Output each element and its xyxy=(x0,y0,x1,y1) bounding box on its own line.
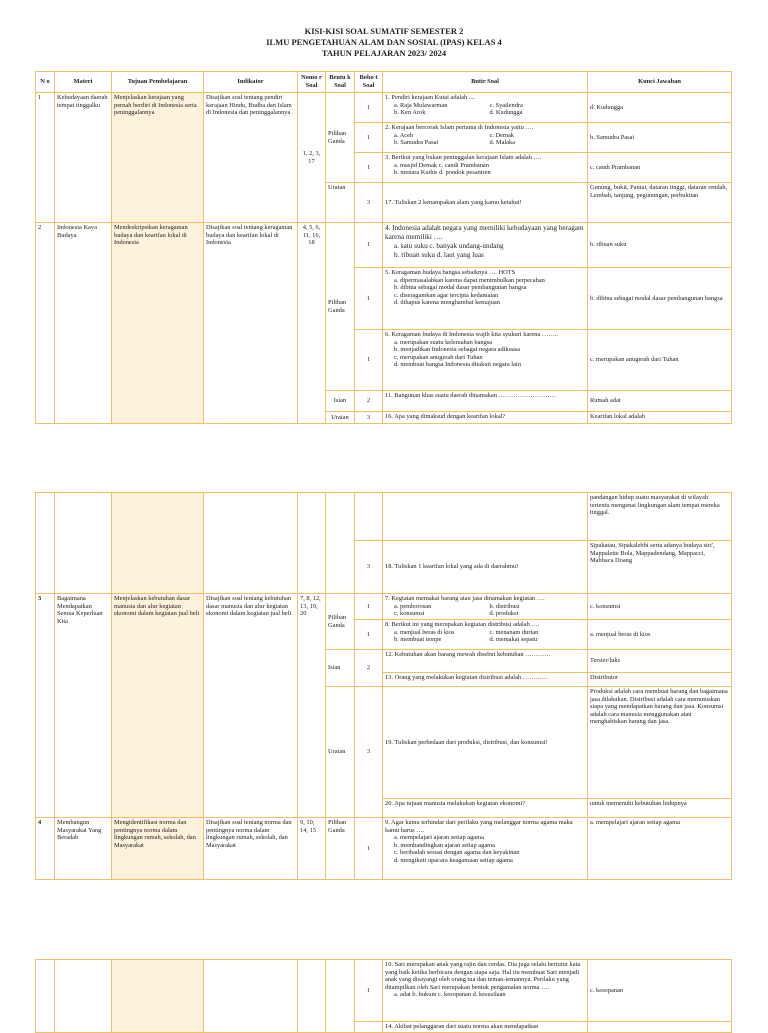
q8-opt-d: d. memakai sepatu xyxy=(489,636,538,644)
header-bentuk: Bentu k Soal xyxy=(326,72,355,93)
q1-opt-d: d. Kudungga xyxy=(489,109,523,117)
p2-q18-bobot: 3 xyxy=(355,541,383,594)
q10-text: 10. Sari merupakan anak yang rajin dan cerdas. Dia juga selalu bertutur kata yang baik ketika berbicara dengan siapa saja. Hal itu membuat Sari menjadi anak yang disayangi oleh orang tua dan teman-temannya. Perilaku yang ditampilkan oleh Sari merupakan bentuk pengamalan norma …. xyxy=(385,961,581,991)
q6-opt-c: c. merupakan anugerah dari Tuhan xyxy=(394,353,483,361)
header-tujuan: Tujuan Pembelajaran xyxy=(112,72,204,93)
q8-opt-c: c. menanam durian xyxy=(489,628,539,636)
kisi-kisi-table-page-2 xyxy=(35,492,732,880)
s1-bentuk-uraian: Uraian xyxy=(326,183,355,223)
s4-q9-key: a. mempelajari ajaran setiap agama xyxy=(588,818,732,880)
s2-q4-bobot: 1 xyxy=(355,223,383,268)
q8-opt-a: a. menjual beras di kios xyxy=(394,628,455,636)
s3-q20: 20. Apa tujuan manusia melakukan kegiatan ekonomi? xyxy=(383,799,588,818)
title-line-2: ILMU PENGETAHUAN ALAM DAN SOSIAL (IPAS) KELAS 4 xyxy=(266,37,502,47)
s2-indikator: Disajikan soal tentang keragaman budaya dan kearifan lokal di Indonesia xyxy=(204,223,298,424)
s3-nomor: 7, 8, 12, 13, 19, 20 xyxy=(298,594,326,818)
q5-opt-d: d. dihapus karena menghambat kemajuan xyxy=(394,299,500,307)
q5-opt-a: a. dipermasalahkan karena dapat menimbulkan perpecahan xyxy=(394,276,545,284)
q2-opt-c: c. Demak xyxy=(489,131,514,139)
s1-q1-bobot: 1 xyxy=(355,93,383,123)
q1-opt-c: c. Syailendra xyxy=(489,101,523,109)
s1-nomor: 1, 2, 3, 17 xyxy=(298,93,326,223)
q4-opt-bd: b. ribuan suku d. laut yang luas xyxy=(394,251,484,259)
s1-bentuk-pg: Pilihan Ganda xyxy=(326,93,355,183)
q1-opt-a: a. Raja Mulawarman xyxy=(394,101,448,109)
s4-materi: Membangun Masyarakat Yang Beradab xyxy=(55,818,112,880)
s2-q5-bobot: 1 xyxy=(355,268,383,330)
s1-q2 xyxy=(383,123,588,153)
kisi-kisi-table-page-1 xyxy=(35,71,732,424)
q1-opt-b: b. Ken Arok xyxy=(394,109,426,117)
p3-q14-partial: 14. Akibat pelanggaran dari suatu norma akan mendapatkan xyxy=(383,1022,588,1033)
s3-tujuan: Menjelaskan kebutuhan dasar manusia dan alur kegiatan ekonomi dalam kegiatan jual beli xyxy=(112,594,204,818)
s3-q7 xyxy=(383,594,588,620)
s2-q4-key: b. ribuan suku xyxy=(588,223,732,268)
s1-q3 xyxy=(383,153,588,183)
s3-materi: Bagaimana Mendapatkan Semua Keperluan Kita xyxy=(55,594,112,818)
q7-opt-b: b. distribusi xyxy=(489,602,520,610)
s1-q2-bobot: 1 xyxy=(355,123,383,153)
q6-text: 6. Keragaman budaya di Indonesia wajib kita syukuri karena …….. xyxy=(385,331,558,338)
s2-q5-key: b. dibina sebagai modal dasar pembangunan bangsa xyxy=(588,268,732,330)
s3-q12: 12. Kebutuhan akan barang mewah disebut kebutuhan ………… xyxy=(383,650,588,673)
q8-text: 8. Berikut ini yang merupakan kegiatan distribusi adalah …. xyxy=(385,621,540,628)
q7-opt-c: c. konsumsi xyxy=(394,610,425,618)
q2-text: 2. Kerajaan bercorak Islam pertama di Indonesia yaitu …. xyxy=(385,124,534,131)
s2-nomor: 4, 5, 6, 11, 16, 18 xyxy=(298,223,326,424)
s2-q11: 11. Bangunan khas suatu daerah dinamakan ……………………… xyxy=(383,391,588,412)
q10-opts: a. adat b. hukum c. kesopanan d. kesusilaan xyxy=(394,991,506,999)
s2-materi: Indonesia Kaya Budaya xyxy=(55,223,112,424)
s1-q2-key: b. Samudra Pasai xyxy=(588,123,732,153)
s2-bentuk-isian: Isian xyxy=(326,391,355,412)
s3-q13: 13. Orang yang melakukan kegiatan distribusi adalah ………… xyxy=(383,673,588,687)
s3-indikator: Disajikan soal tentang kebutuhan dasar manusia dan alur kegiatan ekonomi dalam kegiatan jual beli xyxy=(204,594,298,818)
s1-q17-bobot: 3 xyxy=(355,183,383,223)
header-materi: Materi xyxy=(55,72,112,93)
q2-opt-b: b. Samudra Pasai xyxy=(394,139,439,147)
s2-tujuan: Mendeskripsikan keragaman budaya dan kearifan lokal di Indonesia xyxy=(112,223,204,424)
header-indikator: Indikator xyxy=(204,72,298,93)
p3-q10-bobot: 1 xyxy=(355,960,383,1022)
s3-bentuk-uraian: Uraian xyxy=(326,687,355,818)
s3-q13-key: Distributor xyxy=(588,673,732,687)
p3-q10 xyxy=(383,960,588,1022)
s4-nomor: 9, 10, 14, 15 xyxy=(298,818,326,880)
s1-q17: 17. Tuliskan 2 kenampakan alam yang kamu ketahui! xyxy=(383,183,588,223)
s2-q11-key: Rumah adat xyxy=(588,391,732,412)
s4-bentuk-pg: Pilihan Ganda xyxy=(326,818,355,880)
header-no: N o xyxy=(36,72,55,93)
title-line-1: KISI-KISI SOAL SUMATIF SEMESTER 2 xyxy=(304,26,464,36)
q5-text: 5. Keragaman budaya bangsa sebaiknya …. HOTS xyxy=(385,269,516,276)
q4-opt-ac: a. satu suku c. banyak undang-undang xyxy=(394,242,504,250)
kisi-kisi-table-page-3 xyxy=(35,959,732,1033)
s4-no: 4 xyxy=(36,818,55,880)
s3-q19-key: Produksi adalah cara membuat barang dan bagaimana jasa dilakukan. Distribusi adalah cara memutuskan siapa yang mendapatkan barang dan jasa. Konsumsi adalah cara manusia menggunakan atau menghabiskan barang dan jasa. xyxy=(588,687,732,799)
s1-no: 1 xyxy=(36,93,55,223)
s3-q7-key: c. konsumsi xyxy=(588,594,732,620)
q1-text: 1. Pendiri kerajaan Kutai adalah .... xyxy=(385,94,476,101)
s3-q8-bobot: 1 xyxy=(355,620,383,650)
doc-title xyxy=(0,26,768,59)
s1-q1 xyxy=(383,93,588,123)
q9-opt-b: b. membandingkan ajaran setiap agama xyxy=(394,841,495,849)
s3-q7-bobot: 1 xyxy=(355,594,383,620)
s3-q8-key: a. menjual beras di kios xyxy=(588,620,732,650)
s4-tujuan: Mengidentifikasi norma dan pentingnya norma dalam lingkungan rumah, sekolah, dan Masyarakat xyxy=(112,818,204,880)
s3-q19-bobot: 3 xyxy=(355,687,383,818)
p2-q18-key: Sipakatau, Sipakalebbi serta adanya budaya siri', Mappalette Bola, Mappadendang, Mappacci, Mabbaca Doang xyxy=(588,541,732,594)
s2-q6-bobot: 1 xyxy=(355,330,383,391)
s2-q5 xyxy=(383,268,588,330)
q5-opt-b: b. dibina sebagai modal dasar pembangunan bangsa xyxy=(394,284,527,292)
s2-q11-bobot: 2 xyxy=(355,391,383,412)
s1-q17-key: Gunung, bukit, Pantai, dataran tinggi, dataran rendah, Lembah, tanjung, pegunungan, perbukitan xyxy=(588,183,732,223)
s3-no: 3 xyxy=(36,594,55,818)
s2-bentuk-pg: Pilihan Ganda xyxy=(326,223,355,391)
header-bobot: Bobo t Soal xyxy=(355,72,383,93)
q6-opt-d: d. membuat bangsa Indonesia ditakuti negara lain xyxy=(394,361,521,369)
s3-bentuk-pg: Pilihan Ganda xyxy=(326,594,355,650)
s1-q1-key: d. Kudungga xyxy=(588,93,732,123)
title-line-3: TAHUN PELAJARAN 2023/ 2024 xyxy=(321,48,447,58)
q3-text: 3. Berikut yang bukan peninggalan kerajaan Islam adalah …. xyxy=(385,154,542,161)
q9-opt-d: d. mengikuti upacara keagamaan setiap agama xyxy=(394,856,513,864)
s2-q16-bobot: 3 xyxy=(355,412,383,424)
s1-indikator: Disajikan soal tentang pendiri kerajaan Hindu, Budha dan Islam di Indonesia dan peninggalannya xyxy=(204,93,298,223)
header-kunci: Kunci Jawaban xyxy=(588,72,732,93)
q2-opt-a: a. Aceh xyxy=(394,131,414,139)
s2-q6-key: c. merupakan anugerah dari Tuhan xyxy=(588,330,732,391)
p2-cont-key: pandangan hidup suatu masyarakat di wilayah tertentu mengenai lingkungan alam tempat mereka tinggal. xyxy=(588,493,732,541)
q7-opt-a: a. pemborosan xyxy=(394,602,432,610)
q9-opt-c: c. beribadah sesuai dengan agama dan keyakinan xyxy=(394,849,520,857)
header-nomor: Nomo r Soal xyxy=(298,72,326,93)
s4-q9 xyxy=(383,818,588,880)
s2-q6 xyxy=(383,330,588,391)
s3-bentuk-isian: Isian xyxy=(326,650,355,687)
s1-materi: Kebudayaan daerah tempat tinggalku xyxy=(55,93,112,223)
s3-q12-key: Tersier/luks xyxy=(588,650,732,673)
s1-q3-bobot: 1 xyxy=(355,153,383,183)
s1-q3-key: c. candi Prambanan xyxy=(588,153,732,183)
s2-bentuk-uraian: Uraian xyxy=(326,412,355,424)
s2-no: 2 xyxy=(36,223,55,424)
s2-q16: 16. Apa yang dimaksud dengan kearifan lokal? xyxy=(383,412,588,424)
q9-text: 9. Agar kamu terhindar dari perilaku yang melanggar norma agama maka kamu harus …. xyxy=(385,819,573,834)
header-butir: Butir Soal xyxy=(383,72,588,93)
s2-q16-key: Kearifan lokal adalah xyxy=(588,412,732,424)
q9-opt-a: a. mempelajari ajaran setiap agama xyxy=(394,834,484,842)
s2-q4 xyxy=(383,223,588,268)
q2-opt-d: d. Malaka xyxy=(489,139,516,147)
p2-q18: 18. Tuliskan 1 kearifan lokal yang ada di daerahmu! xyxy=(383,541,588,594)
s3-q20-key: untuk memenuhi kebutuhan hidupnya xyxy=(588,799,732,818)
q6-opt-a: a. merupakan suatu kelemahan bangsa xyxy=(394,338,493,346)
s3-q8 xyxy=(383,620,588,650)
q7-opt-d: d. produksi xyxy=(489,610,519,618)
s4-indikator: Disajikan soal tentang norma dan pentingnya norma dalam lingkungan rumah, sekolah, dan Masyarakat xyxy=(204,818,298,880)
q7-text: 7. Kegiatan memakai barang atau jasa dinamakan kegiatan …. xyxy=(385,595,545,602)
q5-opt-c: c. diseragamkan agar tercipta kedamaian xyxy=(394,291,499,299)
s3-q12-bobot: 2 xyxy=(355,650,383,687)
s4-q9-bobot: 1 xyxy=(355,818,383,880)
s1-tujuan: Menjelaskan kerajaan yang pernah berdiri di Indonesia serta peninggalannya xyxy=(112,93,204,223)
s3-q19: 19. Tuliskan perbedaan dari produksi, distribusi, dan konsumsi! xyxy=(383,687,588,799)
q3-opt-bd: b. menara Kudus d. pondok pesantren xyxy=(394,169,491,177)
p3-q10-key: c. kesopanan xyxy=(588,960,732,1022)
q8-opt-b: b. membuat tempe xyxy=(394,636,442,644)
q4-text: 4. Indonesia adalah negara yang memiliki kebudayaan yang beragam karena memiliki …. xyxy=(385,224,584,241)
q3-opt-ac: a. masjid Demak c. candi Prambanan xyxy=(394,161,489,169)
q6-opt-b: b. menjadikan Indonesia sebagai negara adikuasa xyxy=(394,346,520,354)
